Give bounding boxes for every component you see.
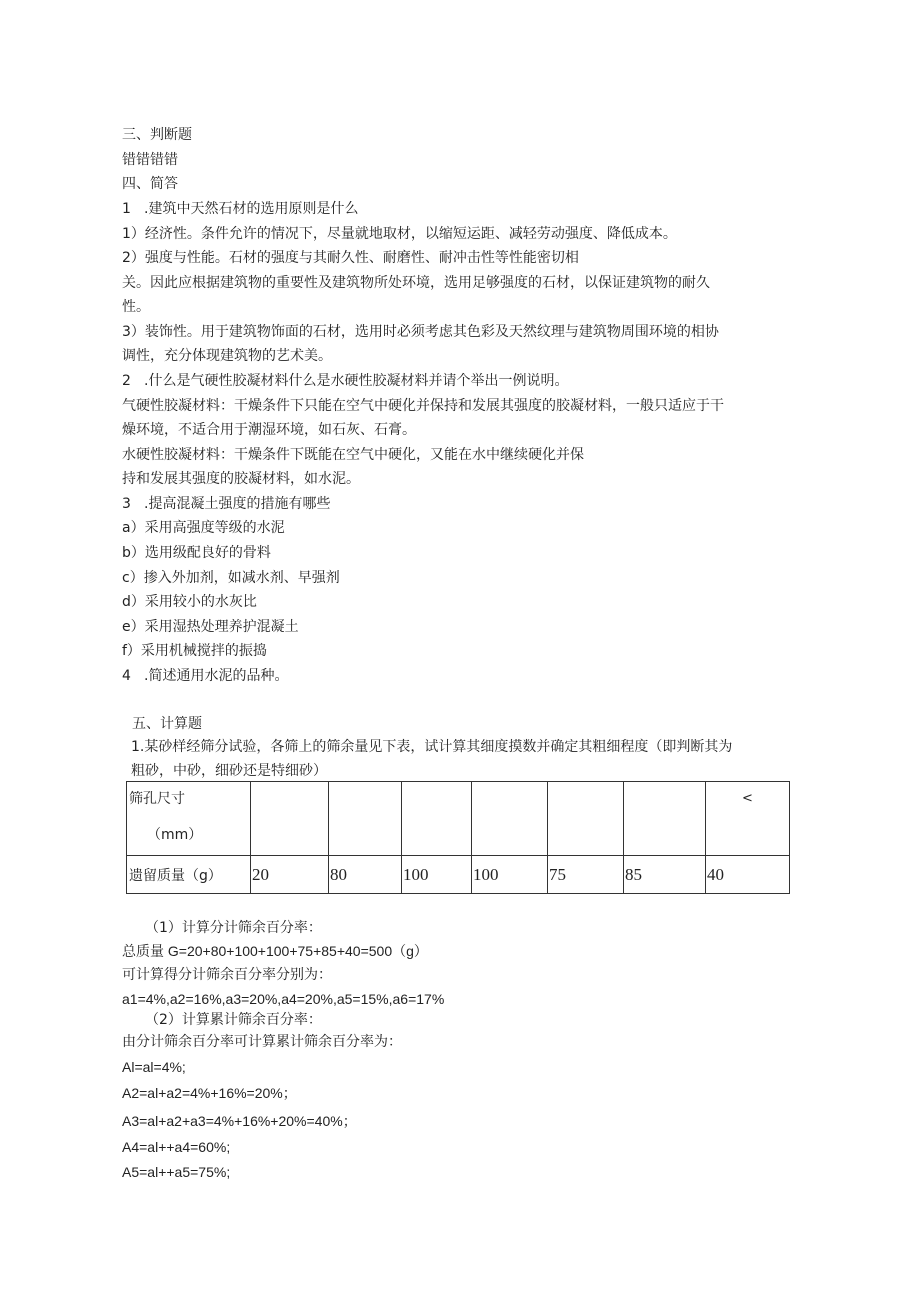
sieve-size-cell <box>472 782 548 856</box>
q3-item: b）选用级配良好的骨料 <box>122 545 271 561</box>
question-2 <box>122 371 568 391</box>
cumulative-A3: A3=al+a2+a3=4%+16%+20%=40%； <box>122 1113 357 1129</box>
q1-answer-line: 3）装饰性。用于建筑物饰面的石材，选用时必须考虑其色彩及天然纹理与建筑物周围环境的相协 <box>122 324 719 340</box>
section-4-title: 四、简答 <box>122 176 178 192</box>
cumulative-A1: Al=al=4%; <box>122 1059 186 1075</box>
step-2-title: （2）计算累计筛余百分率： <box>145 1012 322 1028</box>
retained-mass-value: 75 <box>548 856 624 894</box>
section-3-answers: 错错错错 <box>122 152 178 168</box>
question-3 <box>122 494 330 514</box>
step-2-desc: 由分计筛余百分率可计算累计筛余百分率为： <box>122 1034 402 1050</box>
q2-answer-line: 气硬性胶凝材料：干燥条件下只能在空气中硬化并保持和发展其强度的胶凝材料，一般只适应于干 <box>122 398 724 414</box>
section-5-title: 五、计算题 <box>132 716 202 732</box>
question-number: 3 <box>122 496 131 512</box>
cumulative-A2: A2=al+a2=4%+16%=20%； <box>122 1085 297 1101</box>
q1-answer-line: 调性，充分体现建筑物的艺术美。 <box>122 348 332 364</box>
retained-mass-value: 100 <box>472 856 548 894</box>
step-1-result: a1=4%,a2=16%,a3=20%,a4=20%,a5=15%,a6=17% <box>122 991 445 1007</box>
sieve-size-cell <box>329 782 402 856</box>
question-number: 2 <box>122 373 131 389</box>
question-number: 4 <box>122 668 131 684</box>
retained-mass-row <box>127 856 790 894</box>
q1-answer-line: 2）强度与性能。石材的强度与其耐久性、耐磨性、耐冲击性等性能密切相 <box>122 250 579 266</box>
q3-item: a）采用高强度等级的水泥 <box>122 520 285 536</box>
retained-mass-value: 85 <box>624 856 706 894</box>
q2-answer-line: 持和发展其强度的胶凝材料，如水泥。 <box>122 471 360 487</box>
question-text: .简述通用水泥的品种。 <box>144 668 289 684</box>
sieve-size-cell <box>706 782 790 856</box>
retained-mass-value: 100 <box>402 856 472 894</box>
retained-mass-label: 遗留质量（g） <box>127 856 251 894</box>
question-text: .提高混凝土强度的措施有哪些 <box>144 496 331 512</box>
question-text: .建筑中天然石材的选用原则是什么 <box>144 201 359 217</box>
retained-mass-value: 40 <box>706 856 790 894</box>
q3-item: f）采用机械搅拌的振捣 <box>122 643 267 659</box>
q2-answer-line: 水硬性胶凝材料：干燥条件下既能在空气中硬化，又能在水中继续硬化并保 <box>122 447 584 463</box>
calc-question-line: 粗砂，中砂，细砂还是特细砂） <box>131 763 327 779</box>
sieve-size-cell <box>624 782 706 856</box>
sieve-size-unit: （mm） <box>147 826 203 843</box>
sieve-size-cell <box>251 782 329 856</box>
sieve-size-label-text: 筛孔尺寸 <box>129 790 185 807</box>
less-than-mark: < <box>742 790 753 806</box>
sieve-size-cell <box>548 782 624 856</box>
section-3-title: 三、判断题 <box>122 127 192 143</box>
question-4 <box>122 666 288 686</box>
q3-item: d）采用较小的水灰比 <box>122 594 257 610</box>
retained-mass-value: 80 <box>329 856 402 894</box>
question-text: .什么是气硬性胶凝材料什么是水硬性胶凝材料并请个举出一例说明。 <box>144 373 569 389</box>
cumulative-A4: A4=al++a4=60%; <box>122 1139 231 1155</box>
step-1-desc: 可计算得分计筛余百分率分别为： <box>122 967 332 983</box>
question-1 <box>122 199 358 219</box>
cumulative-A5: A5=al++a5=75%; <box>122 1164 231 1180</box>
sieve-table <box>126 781 790 894</box>
q3-item: c）掺入外加剂，如减水剂、早强剂 <box>122 570 340 586</box>
sieve-size-label <box>127 782 251 856</box>
step-1-title: （1）计算分计筛余百分率： <box>145 920 322 936</box>
q3-item: e）采用湿热处理养护混凝土 <box>122 619 299 635</box>
sieve-size-row <box>127 782 790 856</box>
q2-answer-line: 燥环境，不适合用于潮湿环境，如石灰、石膏。 <box>122 422 416 438</box>
q1-answer-line: 1）经济性。条件允许的情况下，尽量就地取材，以缩短运距、减轻劳动强度、降低成本。 <box>122 226 677 242</box>
q1-answer-line: 关。因此应根据建筑物的重要性及建筑物所处环境，选用足够强度的石材，以保证建筑物的耐久 <box>122 275 710 291</box>
calc-question-line: 1.某砂样经筛分试验，各筛上的筛余量见下表，试计算其细度摸数并确定其粗细程度（即判断其为 <box>131 739 733 755</box>
question-number: 1 <box>122 201 131 217</box>
total-mass: 总质量 G=20+80+100+100+75+85+40=500（g） <box>122 943 428 959</box>
q1-answer-line: 性。 <box>122 299 150 315</box>
retained-mass-value: 20 <box>251 856 329 894</box>
sieve-size-cell <box>402 782 472 856</box>
